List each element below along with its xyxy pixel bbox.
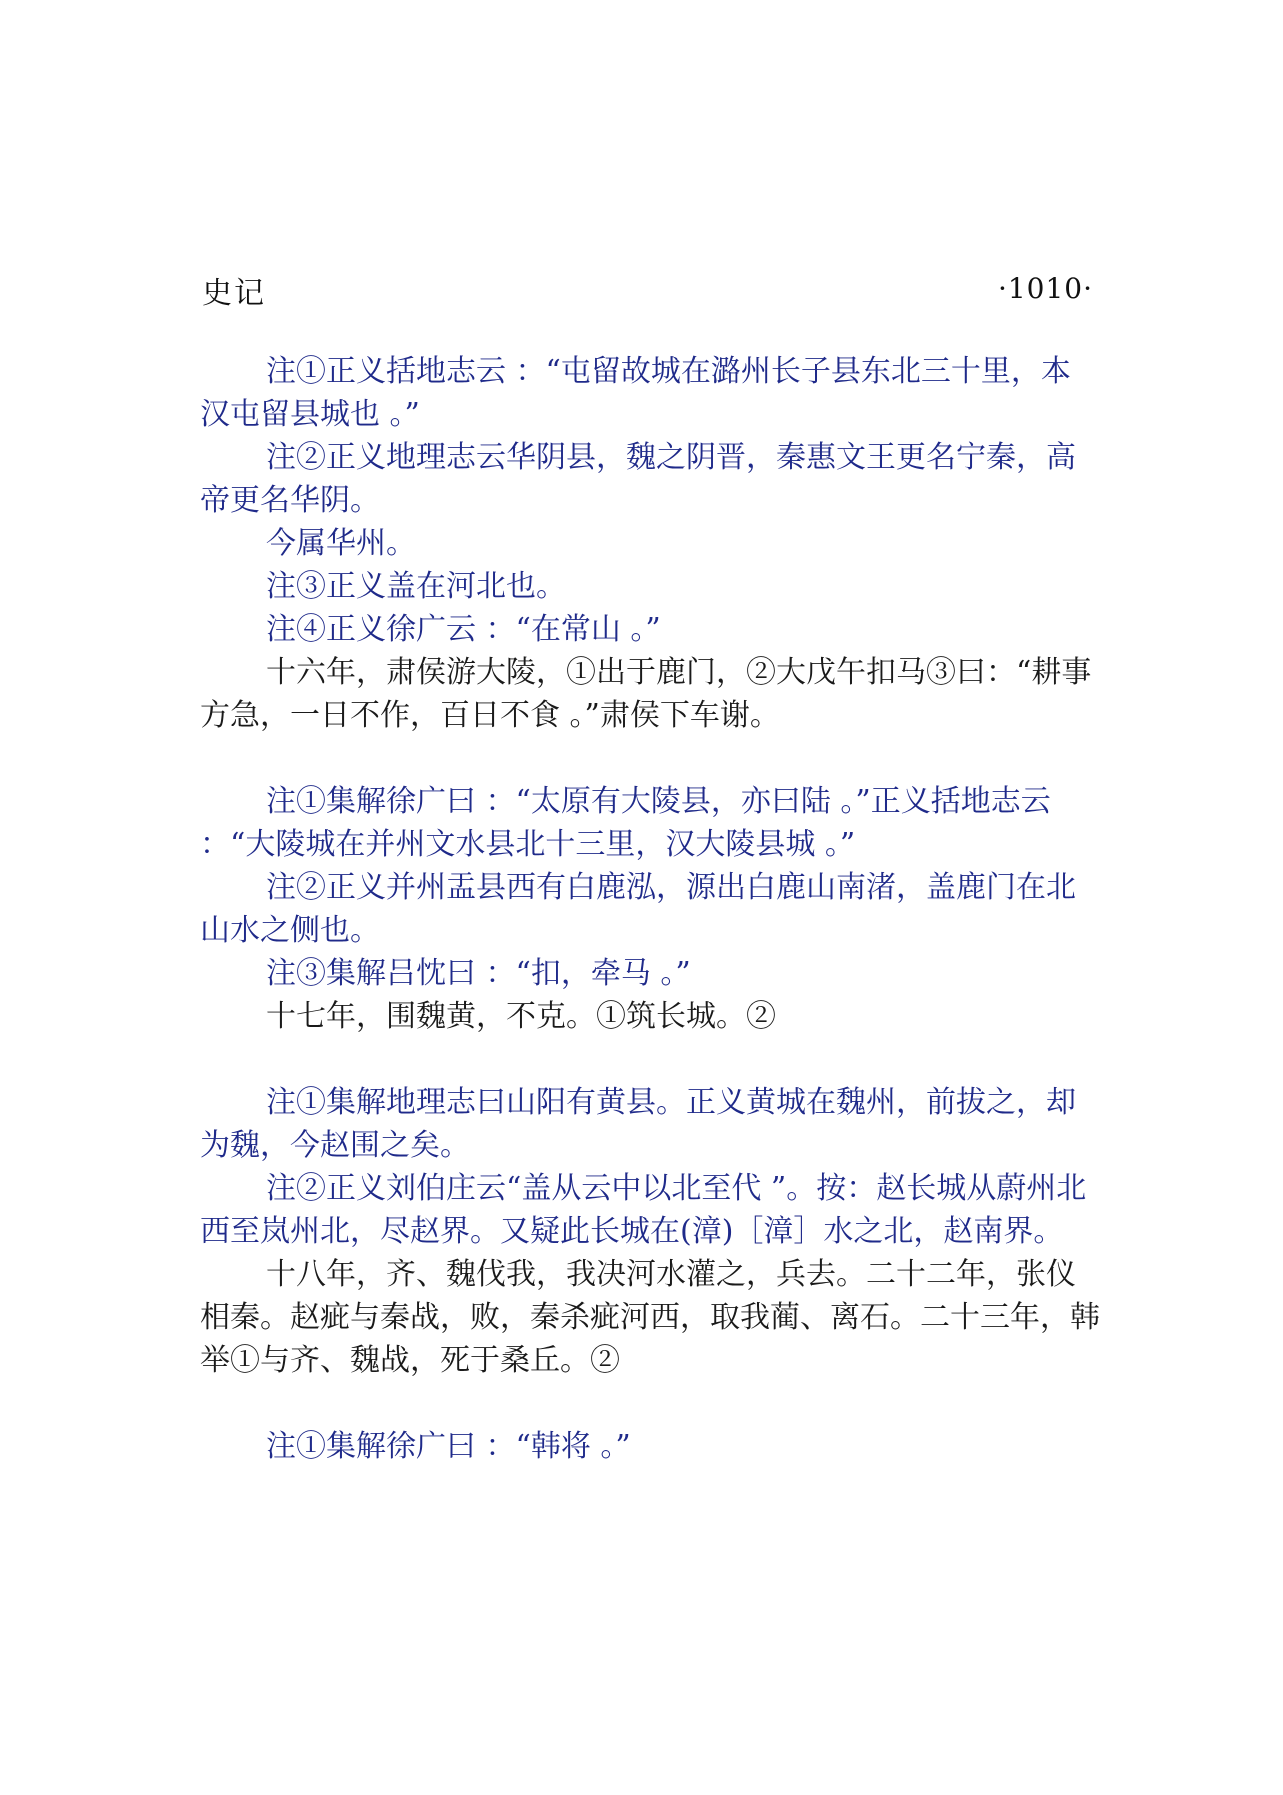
note-paragraph: 注①集解地理志曰山阳有黄县。正义黄城在魏州，前拔之，却为魏，今赵围之矣。: [200, 1085, 1076, 1163]
paragraph-gap: [200, 1382, 1100, 1425]
note-paragraph: 注①集解徐广曰 ：“太原有大陵县，亦曰陆 。”正义括地志云 ：“大陵城在并州文水县北十三里，汉大陵县城 。”: [200, 784, 1051, 862]
page-number: ·1010·: [997, 272, 1093, 305]
note-paragraph: 今属华州。: [266, 526, 416, 561]
note-paragraph: 注④正义徐广云 ：“在常山 。”: [266, 612, 661, 647]
note-paragraph: 注①集解徐广曰 ：“韩将 。”: [266, 1429, 631, 1464]
note-paragraph: 注②正义并州盂县西有白鹿泓，源出白鹿山南渚，盖鹿门在北山水之侧也。: [200, 870, 1076, 948]
note-paragraph: 注②正义地理志云华阴县，魏之阴晋，秦惠文王更名宁秦，高帝更名华阴。: [200, 440, 1076, 518]
main-text-paragraph: 十六年，肃侯游大陵，①出于鹿门，②大戊午扣马③曰：“耕事方急，一日不作，百日不食 。”肃侯下车谢。: [200, 655, 1092, 733]
body-text: [200, 350, 1100, 1468]
note-paragraph: 注③正义盖在河北也。: [266, 569, 566, 604]
paragraph-gap: [200, 1038, 1100, 1081]
note-paragraph: 注③集解吕忱曰 ：“扣，牵马 。”: [266, 956, 691, 991]
main-text-paragraph: 十七年，围魏黄，不克。①筑长城。②: [266, 999, 776, 1034]
paragraph-gap: [200, 737, 1100, 780]
book-title: 史记: [202, 276, 266, 311]
note-paragraph: 注②正义刘伯庄云“盖从云中以北至代 ”。按：赵长城从蔚州北西至岚州北，尽赵界。又疑此长城在(漳)［漳］水之北，赵南界。: [200, 1171, 1087, 1249]
note-paragraph: 注①正义括地志云 ：“屯留故城在潞州长子县东北三十里，本汉屯留县城也 。”: [200, 354, 1071, 432]
main-text-paragraph: 十八年，齐、魏伐我，我决河水灌之，兵去。二十二年，张仪相秦。赵疵与秦战，败，秦杀疵河西，取我蔺、离石。二十三年，韩举①与齐、魏战，死于桑丘。②: [200, 1257, 1100, 1378]
